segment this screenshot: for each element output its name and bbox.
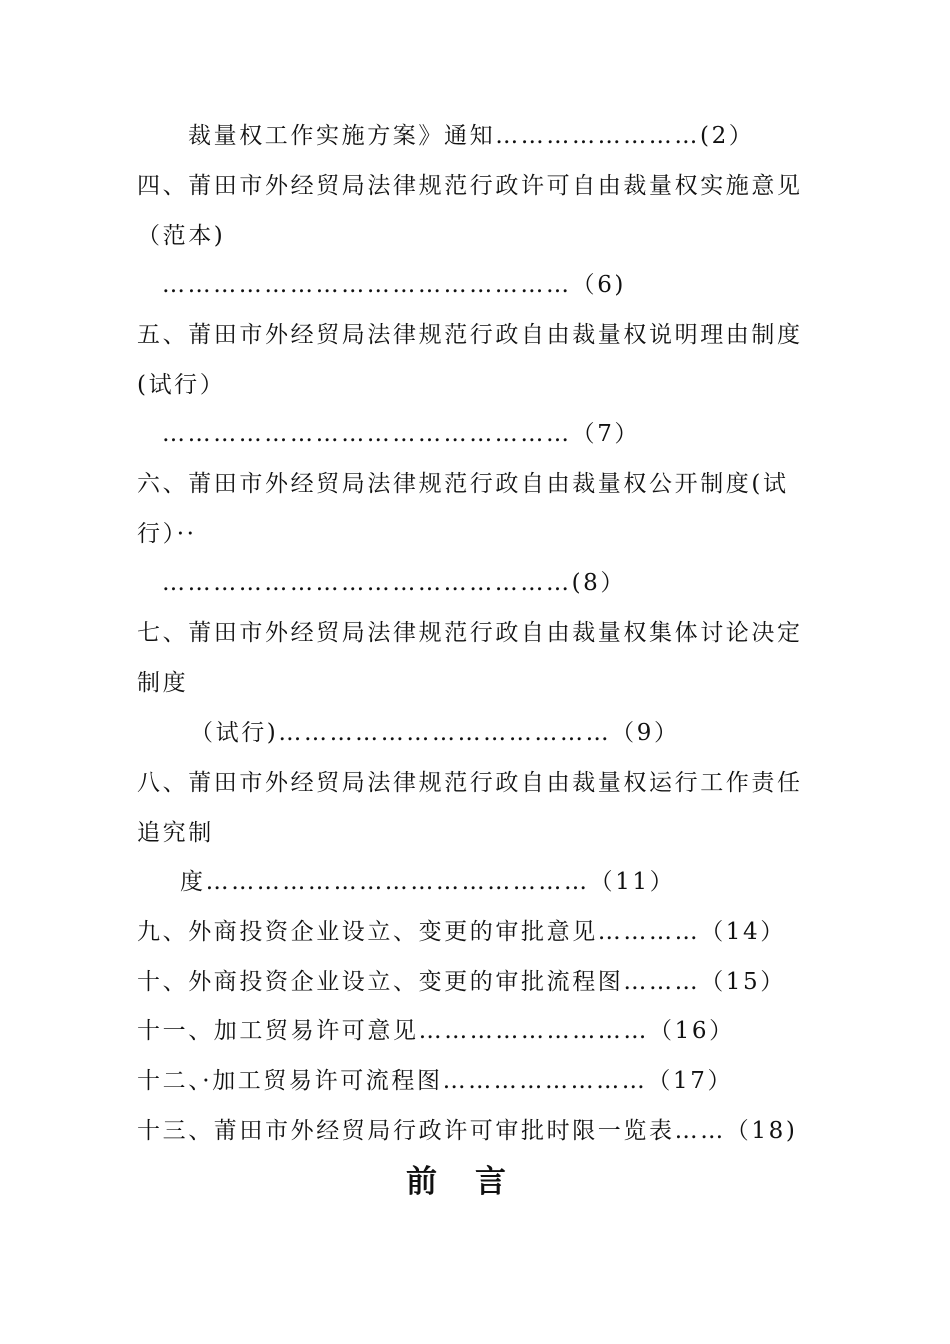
toc-leader-page: 度………………………………………（11） — [180, 869, 676, 895]
toc-entry-10: 十、外商投资企业设立、变更的审批流程图………（15） — [137, 969, 786, 995]
toc-leader-page: …………………………………………（6) — [162, 272, 627, 298]
toc-entry-5-title: 五、莆田市外经贸局法律规范行政自由裁量权说明理由制度 — [137, 322, 803, 348]
toc-line: 行）·· — [137, 521, 197, 547]
toc-line: 裁量权工作实施方案》通知……………………(2） — [188, 123, 755, 149]
toc-leader-page: （试行)…………………………………（9） — [190, 720, 680, 746]
toc-entry-7-title: 七、莆田市外经贸局法律规范行政自由裁量权集体讨论决定 — [137, 620, 803, 646]
toc-entry-12: 十二、·加工贸易许可流程图……………………（17） — [137, 1068, 734, 1094]
toc-entry-9: 九、外商投资企业设立、变更的审批意见…………（14） — [137, 919, 786, 945]
section-heading-preface: 前言 — [406, 1164, 544, 1200]
toc-leader-page: …………………………………………（7） — [162, 421, 641, 447]
toc-entry-4-title: 四、莆田市外经贸局法律规范行政许可自由裁量权实施意见 — [137, 173, 803, 199]
toc-entry-11: 十一、加工贸易许可意见………………………（16） — [137, 1018, 735, 1044]
toc-line: (试行） — [137, 372, 226, 398]
toc-entry-6-title: 六、莆田市外经贸局法律规范行政自由裁量权公开制度(试 — [137, 471, 789, 497]
toc-entry-13: 十三、莆田市外经贸局行政许可审批时限一览表……（18) — [137, 1118, 798, 1144]
toc-line: （范本) — [137, 223, 226, 249]
toc-leader-page: …………………………………………(8） — [162, 570, 627, 596]
toc-line: 追究制 — [137, 820, 214, 846]
toc-entry-8-title: 八、莆田市外经贸局法律规范行政自由裁量权运行工作责任 — [137, 770, 803, 796]
toc-line: 制度 — [137, 670, 189, 696]
